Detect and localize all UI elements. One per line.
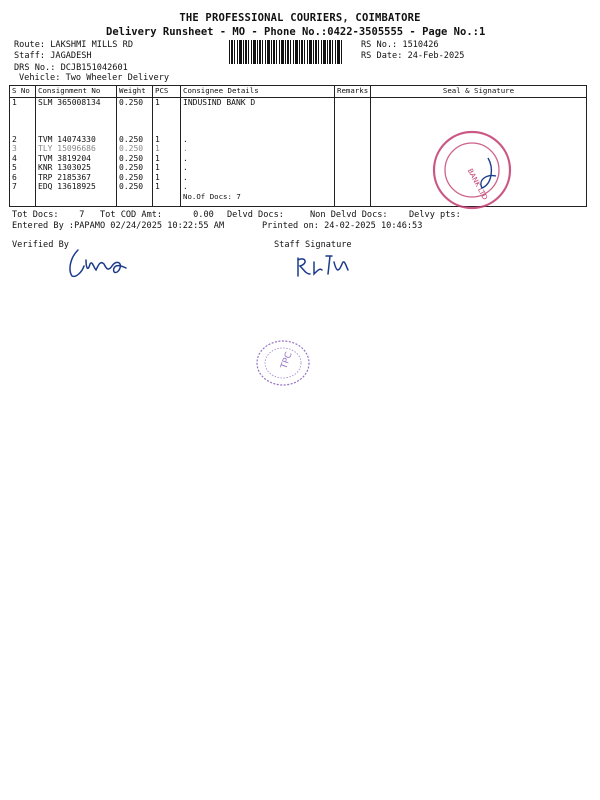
cell-pcs: 1 (153, 173, 181, 183)
cell-consignment: SLM 365008134 (36, 98, 117, 108)
cell-weight: 0.250 (117, 163, 153, 173)
col-sno: S No (10, 86, 36, 98)
cell-consignment: KNR 1303025 (36, 163, 117, 173)
cell-consignment: TVM 14074330 (36, 135, 117, 145)
vehicle-label: Vehicle: Two Wheeler Delivery (19, 73, 170, 83)
runsheet-title: Delivery Runsheet - MO - Phone No.:0422-3505555 - Page No.:1 (106, 26, 486, 38)
drs-number: DRS No.: DCJB151042601 (14, 63, 128, 73)
col-remarks: Remarks (335, 86, 371, 98)
cell-sno: 3 (10, 144, 36, 154)
cell-sno: 6 (10, 173, 36, 183)
verifier-signature (64, 246, 134, 280)
cell-sno: 1 (10, 98, 36, 108)
cell-pcs: 1 (153, 144, 181, 154)
cell-consignee: . (181, 173, 335, 183)
route-label: Route: LAKSHMI MILLS RD (14, 40, 133, 50)
cell-sno: 7 (10, 182, 36, 192)
entered-by: Entered By :PAPAMO 02/24/2025 10:22:55 AM (12, 221, 225, 231)
col-seal-signature: Seal & Signature (371, 86, 587, 98)
cell-seal (371, 98, 587, 108)
cell-pcs: 1 (153, 98, 181, 108)
cell-consignee: . (181, 144, 335, 154)
table-header-row (10, 86, 587, 98)
cell-consignee: . (181, 154, 335, 164)
cell-weight: 0.250 (117, 144, 153, 154)
staff-label: Staff: JAGADESH (14, 51, 92, 61)
col-weight: Weight (117, 86, 153, 98)
verified-by-label: Verified By (12, 240, 69, 250)
rs-number: RS No.: 1510426 (361, 40, 439, 50)
cell-pcs: 1 (153, 135, 181, 145)
non-delivered-docs: Non Delvd Docs: (310, 210, 388, 220)
col-pcs: PCS (153, 86, 181, 98)
total-cod-amount: Tot COD Amt: 0.00 (100, 210, 214, 220)
cell-sno: 4 (10, 154, 36, 164)
bank-stamp-text: BANK LTD (465, 167, 489, 202)
cell-consignee: . (181, 182, 335, 192)
cell-weight: 0.250 (117, 98, 153, 108)
company-title: THE PROFESSIONAL COURIERS, COIMBATORE (179, 12, 421, 24)
tpc-office-stamp (254, 338, 312, 388)
delivery-points: Delvy pts: (409, 210, 461, 220)
staff-signature (292, 250, 356, 280)
cell-consignment: TVM 3819204 (36, 154, 117, 164)
col-consignment: Consignment No (36, 86, 117, 98)
staff-signature-label: Staff Signature (274, 240, 352, 250)
cell-pcs: 1 (153, 182, 181, 192)
rs-date: RS Date: 24-Feb-2025 (361, 51, 465, 61)
cell-consignment: EDQ 13618925 (36, 182, 117, 192)
cell-weight: 0.250 (117, 173, 153, 183)
cell-pcs: 1 (153, 163, 181, 173)
table-row (10, 98, 587, 108)
cell-weight: 0.250 (117, 135, 153, 145)
cell-weight: 0.250 (117, 182, 153, 192)
bank-seal-stamp (430, 128, 514, 212)
cell-consignee: . (181, 135, 335, 145)
cell-remarks (335, 98, 371, 108)
total-docs: Tot Docs: 7 (12, 210, 85, 220)
cell-pcs: 1 (153, 154, 181, 164)
col-consignee: Consignee Details (181, 86, 335, 98)
cell-sno: 2 (10, 135, 36, 145)
cell-consignee: INDUSIND BANK D (181, 98, 335, 108)
cell-consignee: . (181, 163, 335, 173)
delivered-docs: Delvd Docs: (227, 210, 284, 220)
printed-on: Printed on: 24-02-2025 10:46:53 (262, 221, 423, 231)
barcode (229, 40, 343, 64)
tpc-stamp-text: TPC (279, 350, 295, 371)
cell-consignment: TRP 2185367 (36, 173, 117, 183)
cell-consignment: TLY 15096686 (36, 144, 117, 154)
no-of-docs: No.Of Docs: 7 (181, 192, 335, 207)
cell-weight: 0.250 (117, 154, 153, 164)
cell-sno: 5 (10, 163, 36, 173)
